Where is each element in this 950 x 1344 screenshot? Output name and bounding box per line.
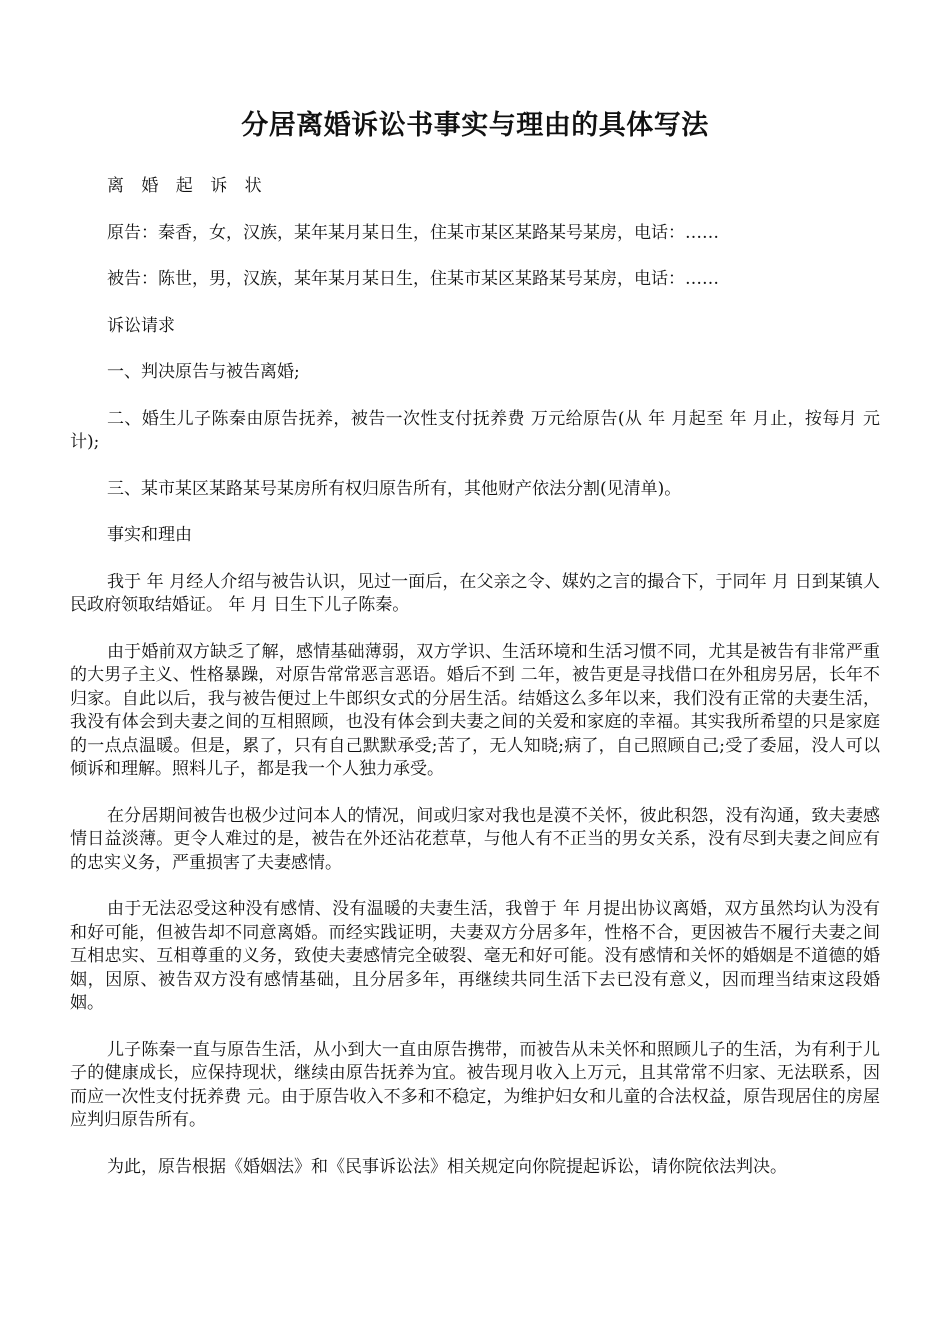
facts-heading: 事实和理由 — [107, 525, 192, 545]
claim-item-3: 三、某市某区某路某号某房所有权归原告所有，其他财产依法分割(见清单)。 — [107, 478, 682, 499]
facts-paragraph: 我于 年 月经人介绍与被告认识，见过一面后，在父亲之令、媒妁之言的撮合下，于同年 月 日到某镇人民政府领取结婚证。 年 月 日生下儿子陈秦。 — [70, 571, 880, 615]
facts-paragraph: 儿子陈秦一直与原告生活，从小到大一直由原告携带，而被告从未关怀和照顾儿子的生活，为有利于儿子的健康成长，应保持现状，继续由原告抚养为宜。被告现月收入上万元，且其常常不归家、无法联系，因而应一次性支付抚养费 元。由于原告收入不多和不稳定，为维护妇女和儿童的合法权益，原告现居住的房屋应判归原告所有。 — [70, 1039, 880, 1130]
defendant-info: 被告：陈世，男，汉族，某年某月某日生，住某市某区某路某号某房，电话：…… — [107, 269, 719, 289]
claim-item-2: 二、婚生儿子陈秦由原告抚养，被告一次性支付抚养费 万元给原告(从 年 月起至 年 月止，按每月 元计); — [70, 408, 880, 452]
facts-paragraph: 在分居期间被告也极少过问本人的情况，间或归家对我也是漠不关怀，彼此积怨，没有沟通，致夫妻感情日益淡薄。更令人难过的是，被告在外还沾花惹草，与他人有不正当的男女关系，没有尽到夫妻之间应有的忠实义务，严重损害了夫妻感情。 — [70, 805, 880, 873]
claims-heading: 诉讼请求 — [107, 315, 175, 336]
facts-paragraph: 由于婚前双方缺乏了解，感情基础薄弱，双方学识、生活环境和生活习惯不同，尤其是被告有非常严重的大男子主义、性格暴躁，对原告常常恶言恶语。婚后不到 二年，被告更是寻找借口在外租房另居，长年不归家。自此以后，我与被告便过上牛郎织女式的分居生活。结婚这么多年以来，我们没有正常的夫妻生活，我没有体会到夫妻之间的互相照顾，也没有体会到夫妻之间的关爱和家庭的幸福。其实我所希望的只是家庭的一点点温暖。但是，累了，只有自己默默承受;苦了，无人知晓;病了，自己照顾自己;受了委屈，没人可以倾诉和理解。照料儿子，都是我一个人独力承受。 — [70, 641, 880, 779]
plaintiff-info: 原告：秦香，女，汉族，某年某月某日生，住某市某区某路某号某房，电话：…… — [107, 222, 719, 243]
document-title: 分居离婚诉讼书事实与理由的具体写法 — [241, 110, 709, 141]
facts-paragraph: 由于无法忍受这种没有感情、没有温暖的夫妻生活，我曾于 年 月提出协议离婚，双方虽然均认为没有和好可能，但被告却不同意离婚。而经实践证明，夫妻双方分居多年，性格不合，更因被告不履行夫妻之间互相忠实、互相尊重的义务，致使夫妻感情完全破裂、毫无和好可能。没有感情和关怀的婚姻是不道德的婚姻，因原、被告双方没有感情基础，且分居多年，再继续共同生活下去已没有意义，因而理当结束这段婚姻。 — [70, 899, 880, 1013]
claim-item-1: 一、判决原告与被告离婚; — [107, 362, 300, 382]
closing-paragraph: 为此，原告根据《婚姻法》和《民事诉讼法》相关规定向你院提起诉讼，请你院依法判决。 — [107, 1156, 787, 1177]
complaint-heading: 离 婚 起 诉 状 — [107, 176, 268, 196]
